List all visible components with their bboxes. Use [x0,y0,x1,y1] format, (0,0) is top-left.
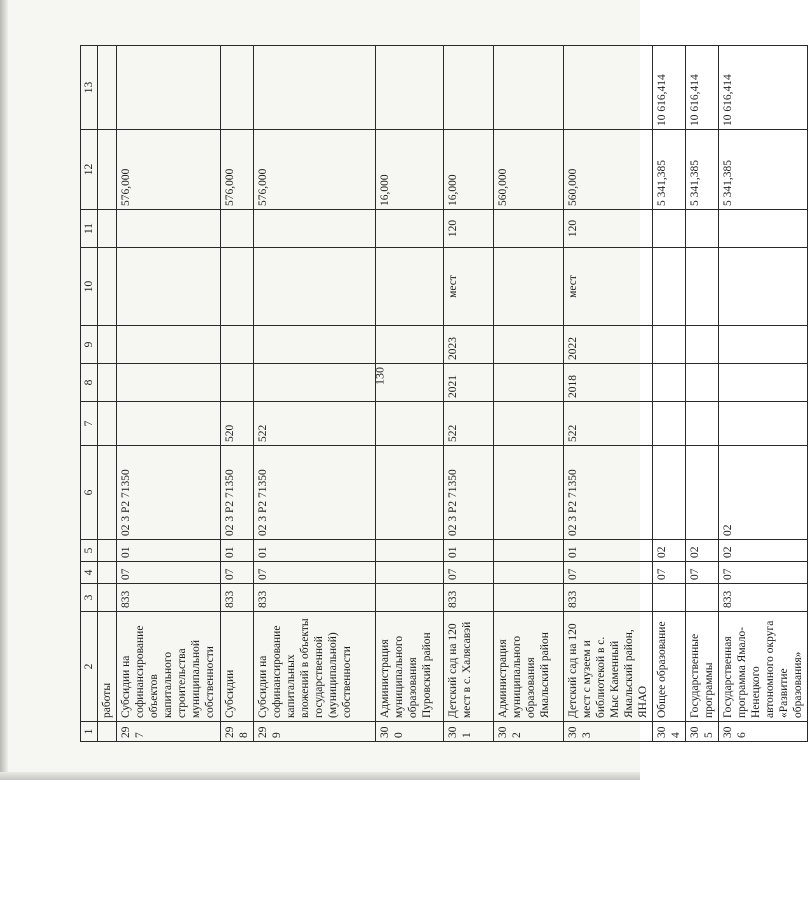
table-row [686,46,719,742]
col-12-value: 5 341,385 [719,130,808,210]
row-name: Государственные программы [686,612,719,722]
col-8-value [719,364,808,402]
table-row [98,46,117,742]
col-3-value [494,584,564,612]
col-header: 1 [81,722,98,742]
col-13-value: 10 616,414 [653,46,686,130]
page-number: 130 [372,367,387,385]
col-12-value: 576,000 [117,130,221,210]
col-13-value: 10 616,414 [686,46,719,130]
table-row [494,46,564,742]
budget-table [80,45,808,742]
col-4-value: 07 [653,562,686,584]
col-header: 9 [81,326,98,364]
col-13-value: 10 616,414 [719,46,808,130]
col-4-value: 07 [254,562,376,584]
col-header: 6 [81,446,98,540]
col-5-value: 01 [444,540,494,562]
table-row [254,46,376,742]
col-4-value [376,562,444,584]
col-5-value: 02 [686,540,719,562]
col-7-value: 522 [564,402,653,446]
row-name: Субсидии [221,612,254,722]
col-7-value: 522 [254,402,376,446]
row-name: Общее образование [653,612,686,722]
col-8-value [254,364,376,402]
col-4-value: 07 [719,562,808,584]
col-13-value [376,46,444,130]
col-7-value [653,402,686,446]
table-row [719,46,808,742]
scan-shadow-left [0,0,8,780]
col-9-value [719,326,808,364]
row-number: 299 [254,722,376,742]
col-13-value [254,46,376,130]
col-4-value: 07 [444,562,494,584]
col-9-value [653,326,686,364]
table-row [444,46,494,742]
col-10-value [221,248,254,326]
col-header: 8 [81,364,98,402]
col-7-value [376,402,444,446]
row-number: 303 [564,722,653,742]
col-12-value [98,130,117,210]
col-13-value [117,46,221,130]
row-number [98,722,117,742]
col-7-value [117,402,221,446]
col-8-value [117,364,221,402]
col-13-value [221,46,254,130]
row-number: 306 [719,722,808,742]
col-5-value: 01 [254,540,376,562]
col-6-value [686,446,719,540]
col-8-value: 2018 [564,364,653,402]
row-name: Администрация муниципального образования Ямальский район [494,612,564,722]
col-3-value [98,584,117,612]
col-11-value: 120 [564,210,653,248]
col-3-value: 833 [117,584,221,612]
col-5-value [376,540,444,562]
col-12-value: 560,000 [564,130,653,210]
table-body [98,46,808,742]
col-13-value [494,46,564,130]
col-6-value: 02 3 P2 71350 [221,446,254,540]
col-10-value [653,248,686,326]
col-header: 3 [81,584,98,612]
col-4-value: 07 [564,562,653,584]
col-8-value [686,364,719,402]
col-11-value [221,210,254,248]
col-13-value [444,46,494,130]
col-10-value [254,248,376,326]
col-3-value: 833 [221,584,254,612]
col-11-value [376,210,444,248]
col-11-value [653,210,686,248]
col-10-value: мест [564,248,653,326]
col-7-value: 522 [444,402,494,446]
row-name: Государственная программа Ямало-Ненецкого автономного округа «Развитие образования» [719,612,808,722]
col-9-value [117,326,221,364]
col-9-value: 2022 [564,326,653,364]
col-3-value: 833 [564,584,653,612]
rotated-table-wrapper [80,46,805,742]
col-11-value [254,210,376,248]
header-row [81,46,98,742]
col-header: 10 [81,248,98,326]
col-6-value [653,446,686,540]
col-10-value [376,248,444,326]
col-3-value: 833 [719,584,808,612]
col-10-value [494,248,564,326]
col-13-value [564,46,653,130]
row-number: 304 [653,722,686,742]
col-6-value [98,446,117,540]
col-4-value: 07 [686,562,719,584]
col-header: 11 [81,210,98,248]
col-10-value [719,248,808,326]
row-number: 302 [494,722,564,742]
col-11-value [719,210,808,248]
col-13-value [98,46,117,130]
col-8-value: 2021 [444,364,494,402]
col-10-value [117,248,221,326]
col-11-value [686,210,719,248]
row-name: Субсидии на софинансирование объектов капитального строительства муниципальной собственности [117,612,221,722]
col-header: 2 [81,612,98,722]
col-6-value [494,446,564,540]
col-8-value [653,364,686,402]
col-5-value: 02 [719,540,808,562]
col-3-value [653,584,686,612]
col-7-value [98,402,117,446]
row-number: 297 [117,722,221,742]
col-5-value: 01 [117,540,221,562]
col-5-value [494,540,564,562]
col-6-value: 02 3 P2 71350 [564,446,653,540]
row-number: 305 [686,722,719,742]
col-11-value [117,210,221,248]
col-12-value: 16,000 [444,130,494,210]
row-name: Детский сад на 120 мест с музеем и библиотекой в с. Мыс Каменный Ямальский район, ЯНАО [564,612,653,722]
col-12-value: 5 341,385 [686,130,719,210]
table-row [221,46,254,742]
col-header: 12 [81,130,98,210]
col-9-value [376,326,444,364]
row-number: 301 [444,722,494,742]
col-9-value [254,326,376,364]
col-7-value: 520 [221,402,254,446]
col-3-value: 833 [444,584,494,612]
col-7-value [719,402,808,446]
col-4-value [494,562,564,584]
col-6-value: 02 3 P2 71350 [444,446,494,540]
col-8-value [221,364,254,402]
col-12-value: 16,000 [376,130,444,210]
col-3-value [686,584,719,612]
col-header: 5 [81,540,98,562]
row-name: Субсидии на софинансирование капитальных вложений в объекты государственной (муниципальной) собственности [254,612,376,722]
col-9-value [98,326,117,364]
scan-shadow-bottom [0,772,640,780]
col-9-value: 2023 [444,326,494,364]
table-row [564,46,653,742]
col-8-value [376,364,444,402]
col-6-value [376,446,444,540]
col-9-value [686,326,719,364]
col-8-value [98,364,117,402]
col-11-value: 120 [444,210,494,248]
col-10-value [98,248,117,326]
col-3-value: 833 [254,584,376,612]
col-6-value: 02 3 P2 71350 [117,446,221,540]
col-5-value: 02 [653,540,686,562]
col-6-value: 02 3 P2 71350 [254,446,376,540]
col-10-value: мест [444,248,494,326]
col-5-value [98,540,117,562]
col-12-value: 5 341,385 [653,130,686,210]
col-12-value: 576,000 [221,130,254,210]
col-8-value [494,364,564,402]
col-11-value [494,210,564,248]
col-10-value [686,248,719,326]
col-6-value: 02 [719,446,808,540]
row-name: работы [98,612,117,722]
col-3-value [376,584,444,612]
col-9-value [221,326,254,364]
col-4-value: 07 [117,562,221,584]
row-name: Детский сад на 120 мест в с. Халясавэй [444,612,494,722]
col-5-value: 01 [221,540,254,562]
col-4-value [98,562,117,584]
col-12-value: 560,000 [494,130,564,210]
col-header: 7 [81,402,98,446]
col-11-value [98,210,117,248]
col-header: 13 [81,46,98,130]
col-9-value [494,326,564,364]
col-header: 4 [81,562,98,584]
table-row [653,46,686,742]
table-row [376,46,444,742]
row-name: Администрация муниципального образования Пуровский район [376,612,444,722]
table-row [117,46,221,742]
col-4-value: 07 [221,562,254,584]
col-5-value: 01 [564,540,653,562]
col-7-value [494,402,564,446]
row-number: 298 [221,722,254,742]
row-number: 300 [376,722,444,742]
col-12-value: 576,000 [254,130,376,210]
col-7-value [686,402,719,446]
